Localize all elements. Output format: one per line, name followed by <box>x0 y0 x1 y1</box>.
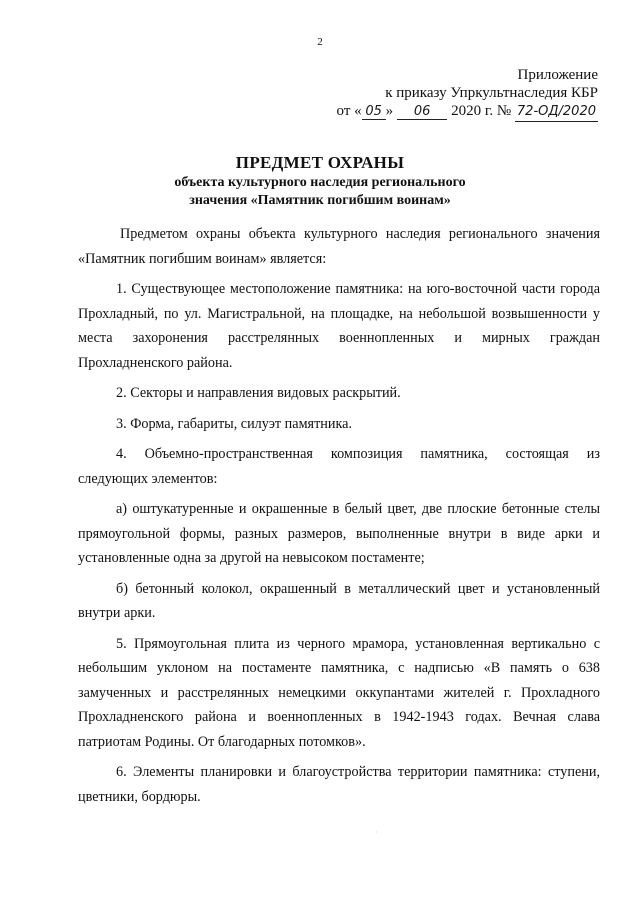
paragraph-item-4b: б) бетонный колокол, окрашенный в металлический цвет и установленный внутри арки. <box>78 580 600 621</box>
paragraph-item-1: 1. Существующее местоположение памятника: на юго-восточной части города Прохладный, по ул. Магистральной, на площадке, на небольшой возвышенности у места захоронения расстрелянных военнопленных и мирных граждан Прохладненского района. <box>78 281 600 371</box>
year-text: 2020 г. № <box>451 103 512 119</box>
scan-speck: · <box>375 828 378 837</box>
date-close-quote: » <box>385 103 394 119</box>
document-body <box>78 222 600 815</box>
document-title-block <box>0 152 640 210</box>
paragraph-item-6: 6. Элементы планировки и благоустройства территории памятника: ступени, цветники, бордюры. <box>78 764 600 805</box>
handwritten-day: 05 <box>362 105 386 120</box>
appendix-date-line <box>337 102 598 122</box>
paragraph-item-4a: а) оштукатуренные и окрашенные в белый цвет, две плоские бетонные стелы прямоугольной формы, разных размеров, выполненные внутри в виде арки и установленные одна за другой на невысоком постаменте; <box>78 501 600 566</box>
appendix-order-reference: к приказу Упркультнаследия КБР <box>385 85 598 101</box>
handwritten-order-number: 72-ОД/2020 <box>515 103 598 122</box>
paragraph-item-5: 5. Прямоугольная плита из черного мрамора, установленная вертикально с небольшим уклоном на постаменте памятника, с надписью «В память о 638 замученных и расстрелянных немецкими оккупантами жителей г. Прохладного Прохладненского района и военнопленных в 1942-1943 годах. Вечная слава патриотам Родины. От благодарных потомков». <box>78 635 600 750</box>
appendix-label: Приложение <box>517 67 598 83</box>
date-prefix: от « <box>336 103 362 119</box>
document-subtitle-line-2: значения «Памятник погибшим воинам» <box>189 193 451 208</box>
paragraph-item-3: 3. Форма, габариты, силуэт памятника. <box>116 415 352 432</box>
intro-paragraph: Предметом охраны объекта культурного наследия регионального значения «Памятник погибшим воинам» является: <box>78 226 600 267</box>
document-title: ПРЕДМЕТ ОХРАНЫ <box>235 153 405 172</box>
appendix-header <box>337 66 598 122</box>
document-subtitle-line-1: объекта культурного наследия регионального <box>174 175 466 190</box>
paragraph-item-4: 4. Объемно-пространственная композиция памятника, состоящая из следующих элементов: <box>78 446 600 487</box>
page-number: 2 <box>317 36 323 48</box>
handwritten-month: 06 <box>397 105 447 120</box>
paragraph-item-2: 2. Секторы и направления видовых раскрытий. <box>116 385 401 401</box>
